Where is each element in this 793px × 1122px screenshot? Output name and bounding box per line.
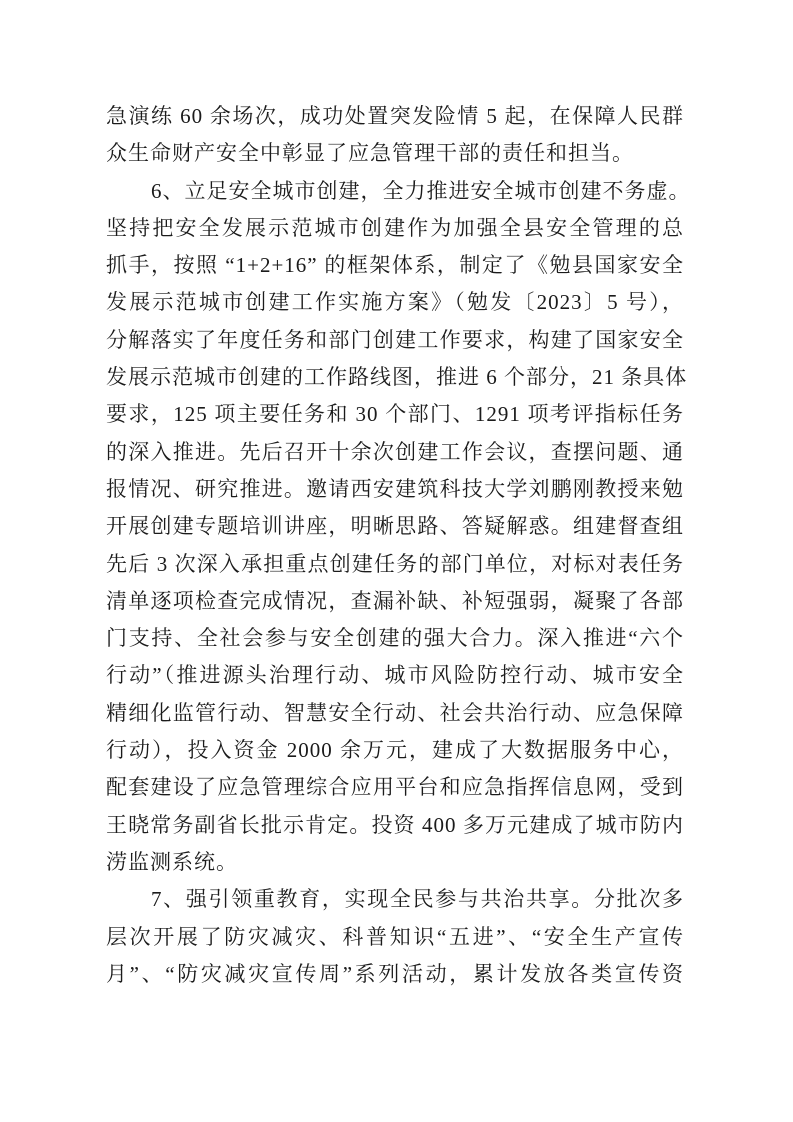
text-line: 层次开展了防灾减灾、科普知识“五进”、“安全生产宣传 [106,924,684,949]
text-line: 发展示范城市创建工作实施方案》（勉发〔2023〕5 号）， [106,290,684,315]
text-line: 急演练 60 余场次，成功处置突发险情 5 起，在保障人民群 [106,104,684,128]
text-line: 先后 3 次深入承担重点创建任务的部门单位，对标对表任务 [106,551,684,576]
text-line: 7、强引领重教育，实现全民参与共治共享。分批次多 [151,887,684,912]
text-line: 报情况、研究推进。邀请西安建筑科技大学刘鹏刚教授来勉 [106,476,684,501]
text-line: 行动”（推进源头治理行动、城市风险防控行动、城市安全 [106,663,684,688]
text-line: 行动），投入资金 2000 余万元，建成了大数据服务中心， [106,738,684,763]
text-line: 众生命财产安全中彰显了应急管理干部的责任和担当。 [106,141,634,166]
text-line: 要求，125 项主要任务和 30 个部门、1291 项考评指标任务 [106,402,684,427]
text-line: 抓手，按照 “1+2+16” 的框架体系，制定了《勉县国家安全 [106,253,684,278]
text-line: 清单逐项检查完成情况，查漏补缺、补短强弱，凝聚了各部 [106,588,684,613]
text-line: 坚持把安全发展示范城市创建作为加强全县安全管理的总 [106,215,684,240]
text-line: 分解落实了年度任务和部门创建工作要求，构建了国家安全 [106,327,684,352]
document-text-block [106,98,691,993]
text-line: 月”、“防灾减灾宣传周”系列活动，累计发放各类宣传资 [106,961,684,986]
text-line: 涝监测系统。 [106,849,238,874]
text-line: 的深入推进。先后召开十余次创建工作会议，查摆问题、通 [106,439,684,464]
text-line: 开展创建专题培训讲座，明晰思路、答疑解惑。组建督查组 [106,514,684,539]
text-line: 配套建设了应急管理综合应用平台和应急指挥信息网，受到 [106,775,684,800]
text-line: 6、立足安全城市创建，全力推进安全城市创建不务虚。 [151,178,691,203]
text-line: 门支持、全社会参与安全创建的强大合力。深入推进“六个 [106,626,684,651]
text-line: 王晓常务副省长批示肯定。投资 400 多万元建成了城市防内 [106,812,684,837]
text-line: 精细化监管行动、智慧安全行动、社会共治行动、应急保障 [106,700,684,725]
text-line: 发展示范城市创建的工作路线图，推进 6 个部分，21 条具体 [106,365,688,390]
